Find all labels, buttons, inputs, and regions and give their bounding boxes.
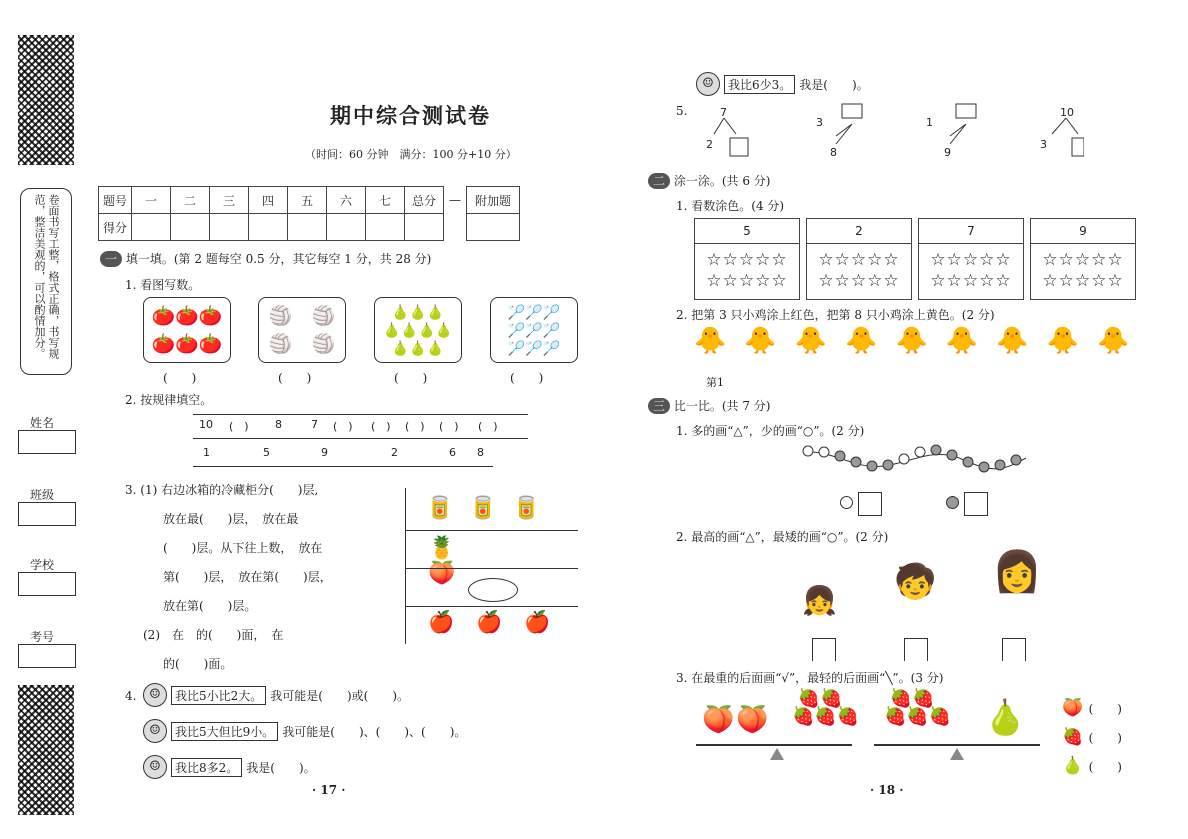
- section3-heading-row: [648, 397, 770, 414]
- q3-line: ( )层。从下往上数， 放在: [163, 541, 323, 555]
- score-col: 三: [210, 187, 249, 214]
- score-cell[interactable]: [366, 214, 405, 241]
- score-cell[interactable]: [327, 214, 366, 241]
- q4-label: 4.: [125, 689, 137, 703]
- bond-left: 3: [816, 116, 823, 129]
- q3-line: 3. (1) 右边冰箱的冷藏柜分( )层,: [125, 483, 319, 497]
- s2-q2-label: 2. 把第 3 只小鸡涂上红色，把第 8 只小鸡涂上黄色。(2 分): [676, 308, 995, 322]
- seq-cell: 8: [275, 418, 282, 431]
- q3-line: 放在第( )层。: [163, 599, 257, 613]
- bubble-row: [143, 683, 409, 707]
- score-col: 七: [366, 187, 405, 214]
- q3-blank[interactable]: ( ): [1088, 702, 1122, 716]
- pear-icon: 🍐 ( ): [1062, 756, 1122, 776]
- q1-blank[interactable]: ( ): [278, 371, 312, 385]
- decorative-pattern-top: [18, 35, 74, 165]
- sequence-mid-line: [193, 438, 528, 439]
- score-cell[interactable]: [249, 214, 288, 241]
- smiley-icon: ☺: [143, 683, 167, 707]
- strawberry-pile-icon: 🍓🍓 🍓🍓🍓: [884, 688, 952, 727]
- star-row[interactable]: ☆☆☆☆☆ ☆☆☆☆☆: [706, 250, 788, 291]
- answer-box[interactable]: [964, 492, 988, 516]
- grey-bead-icon: [946, 496, 959, 509]
- plate-icon: [468, 578, 518, 602]
- bond-3: [950, 104, 976, 144]
- field-label-id: 考号: [30, 630, 55, 644]
- bubble-row: [143, 755, 316, 779]
- apple-icon: 🍎🍎🍎: [428, 610, 573, 634]
- q1-blank[interactable]: ( ): [510, 371, 544, 385]
- peach-icon: 🍑🍑: [702, 705, 771, 735]
- scale-beam: [874, 744, 1040, 746]
- sidebar-note: 卷面书写工整，格式正确，书写规范，整洁美观的，可以酌情加分。: [33, 194, 60, 359]
- s2-q1-label: 1. 看数涂色。(4 分): [676, 199, 785, 213]
- score-col: 一: [132, 187, 171, 214]
- fridge-shelf: [406, 568, 578, 569]
- seq-blank[interactable]: ( ): [229, 420, 249, 433]
- q2-label: 2. 按规律填空。: [125, 393, 213, 407]
- seq-blank[interactable]: ( ): [439, 420, 459, 433]
- pineapple-peach-icon: 🍍🍑: [428, 536, 506, 586]
- shuttlecock-icon: 🏸🏸🏸 🏸🏸🏸 🏸🏸🏸: [507, 305, 561, 357]
- section-badge: 一: [100, 251, 122, 267]
- bond-right: 8: [830, 146, 837, 159]
- seq-blank[interactable]: ( ): [333, 420, 353, 433]
- section-badge: 三: [648, 398, 670, 414]
- section2-heading: 涂一涂。(共 6 分): [673, 174, 771, 188]
- star-number: 9: [1031, 219, 1135, 244]
- seq-blank[interactable]: ( ): [371, 420, 391, 433]
- q3-text: [125, 476, 385, 679]
- seq-cell: 8: [477, 446, 484, 459]
- q3-blank[interactable]: ( ): [1088, 760, 1122, 774]
- page-number: · 18 ·: [870, 783, 904, 797]
- score-col: 二: [171, 187, 210, 214]
- star-box: [806, 218, 912, 300]
- score-cell-extra[interactable]: [467, 214, 520, 241]
- section-badge: 二: [648, 173, 670, 189]
- speech-bubble: 我比5大但比9小。: [171, 722, 278, 741]
- bubble-answer[interactable]: 我是( )。: [246, 760, 316, 775]
- name-input[interactable]: [18, 430, 76, 454]
- section3-heading: 比一比。(共 7 分): [673, 399, 771, 413]
- seq-blank[interactable]: ( ): [478, 420, 498, 433]
- bubble-row: [143, 719, 466, 743]
- school-input[interactable]: [18, 572, 76, 596]
- score-gap: [444, 214, 467, 241]
- strawberry-pile-icon: 🍓🍓 🍓🍓🍓: [792, 688, 860, 727]
- field-label-name: 姓名: [30, 416, 55, 430]
- q3-line: 的( )面。: [163, 657, 233, 671]
- answer-box[interactable]: [904, 638, 928, 661]
- star-row[interactable]: ☆☆☆☆☆ ☆☆☆☆☆: [818, 250, 900, 291]
- section1-heading: 填一填。(第 2 题每空 0.5 分，其它每空 1 分，共 28 分): [125, 252, 432, 266]
- decorative-pattern-bottom: [18, 685, 74, 815]
- star-box: [694, 218, 800, 300]
- star-number: 7: [919, 219, 1023, 244]
- page-number: · 17 ·: [312, 783, 346, 797]
- scale-triangle-icon: [770, 748, 784, 760]
- star-row[interactable]: ☆☆☆☆☆ ☆☆☆☆☆: [1042, 250, 1124, 291]
- score-gap: —: [449, 193, 462, 207]
- star-number: 2: [807, 219, 911, 244]
- volleyball-icon: 🏐 🏐 🏐 🏐: [268, 305, 336, 355]
- bond-4: [1052, 118, 1084, 156]
- tall-girl-icon: 👩: [992, 549, 1042, 595]
- class-input[interactable]: [18, 502, 76, 526]
- bond-right: 9: [944, 146, 951, 159]
- seq-cell: 1: [203, 446, 210, 459]
- bond-2: [836, 104, 862, 144]
- short-girl-icon: 👧: [802, 584, 837, 617]
- pear-big-icon: 🍐: [984, 698, 1027, 738]
- q1-label: 1. 看图写数。: [125, 278, 201, 292]
- seq-cell: 10: [199, 418, 213, 431]
- fridge-diagram: [405, 488, 578, 644]
- bubble-answer[interactable]: 我是( )。: [799, 77, 869, 92]
- white-bead-icon: [840, 496, 853, 509]
- subtitle: （时间：60 分钟 满分：100 分+10 分）: [305, 148, 517, 161]
- q3-line: (2) 在 的( )面， 在: [143, 628, 284, 642]
- glasses-girl-icon: 🧒: [894, 562, 937, 602]
- seq-cell: 6: [449, 446, 456, 459]
- answer-box[interactable]: [1002, 638, 1026, 661]
- score-row-label: 得分: [99, 214, 132, 241]
- tomato-icon: 🍅🍅🍅 🍅🍅🍅: [151, 305, 223, 355]
- chick-icon[interactable]: 🐥🐥🐥🐥🐥🐥🐥🐥🐥: [694, 326, 1148, 356]
- sequence-top-line: [193, 414, 528, 415]
- bond-left: 2: [706, 138, 713, 151]
- smiley-icon: ☺: [143, 719, 167, 743]
- score-col: 四: [249, 187, 288, 214]
- smiley-icon: ☺: [696, 72, 720, 96]
- answer-box[interactable]: [812, 638, 836, 661]
- bead-string: [794, 440, 1034, 482]
- pear-icon: 🍐🍐🍐 🍐🍐🍐🍐 🍐🍐🍐: [383, 305, 453, 357]
- peach-icon: 🍑 ( ): [1062, 698, 1122, 718]
- score-table: [98, 186, 520, 241]
- speech-bubble: 我比6少3。: [724, 75, 795, 94]
- answer-box[interactable]: [858, 492, 882, 516]
- score-cell[interactable]: [171, 214, 210, 241]
- q3-line: 第( )层， 放在第( )层，: [163, 570, 332, 584]
- bond-left: 3: [1040, 138, 1047, 151]
- sequence-bottom-line: [193, 466, 493, 467]
- seq-blank[interactable]: ( ): [405, 420, 425, 433]
- q3-line: 放在最( )层， 放在最: [163, 512, 299, 526]
- s3-q2-label: 2. 最高的画“△”，最矮的画“○”。(2 分): [676, 530, 889, 544]
- strawberry-icon: 🍓 ( ): [1062, 727, 1122, 747]
- score-cell[interactable]: [405, 214, 444, 241]
- sidebar-note-box: [20, 188, 72, 375]
- star-row[interactable]: ☆☆☆☆☆ ☆☆☆☆☆: [930, 250, 1012, 291]
- score-header: 题号: [99, 187, 132, 214]
- field-label-class: 班级: [30, 488, 55, 502]
- smiley-icon: ☺: [143, 755, 167, 779]
- number-bonds: [684, 100, 1084, 160]
- s3-q1-label: 1. 多的画“△”，少的画“○”。(2 分): [676, 424, 865, 438]
- right-page: [594, 0, 1188, 839]
- score-col-extra: 附加题: [467, 187, 520, 214]
- speech-bubble: 我比5小比2大。: [171, 686, 266, 705]
- score-col: 六: [327, 187, 366, 214]
- tomato-box: [143, 297, 231, 363]
- speech-bubble: 我比8多2。: [171, 758, 242, 777]
- pear-box: [374, 297, 462, 363]
- first-label: 第1: [706, 376, 724, 389]
- fridge-shelf: [406, 530, 578, 531]
- seq-cell: 7: [311, 418, 318, 431]
- shuttlecock-box: [490, 297, 578, 363]
- scale-beam: [696, 744, 852, 746]
- bond-1: [714, 118, 748, 156]
- star-box: [1030, 218, 1136, 300]
- ball-box: [258, 297, 346, 363]
- q5-label: 5.: [676, 104, 688, 118]
- seq-cell: 2: [391, 446, 398, 459]
- seq-cell: 5: [263, 446, 270, 459]
- scale-triangle-icon: [950, 748, 964, 760]
- bond-top: 10: [1060, 106, 1074, 119]
- bond-left: 1: [926, 116, 933, 129]
- q1-blank[interactable]: ( ): [394, 371, 428, 385]
- q1-blank[interactable]: ( ): [163, 371, 197, 385]
- can-icon: 🥫🥫🥫: [426, 496, 557, 521]
- score-col: 总分: [405, 187, 444, 214]
- bond-top: 7: [720, 106, 727, 119]
- bubble-answer[interactable]: 我可能是( )、( )、( )。: [282, 724, 467, 739]
- number-sequence: [193, 414, 528, 468]
- score-col: 五: [288, 187, 327, 214]
- score-cell[interactable]: [288, 214, 327, 241]
- section2-heading-row: [648, 172, 770, 189]
- score-cell[interactable]: [210, 214, 249, 241]
- seq-cell: 9: [321, 446, 328, 459]
- bubble-answer[interactable]: 我可能是( )或( )。: [270, 688, 410, 703]
- page-title: 期中综合测试卷: [330, 103, 491, 128]
- star-number: 5: [695, 219, 799, 244]
- q3-blank[interactable]: ( ): [1088, 731, 1122, 745]
- star-box: [918, 218, 1024, 300]
- score-cell[interactable]: [132, 214, 171, 241]
- s3-q3-label: 3. 在最重的后面画“√”，最轻的后面画“╲”。(3 分): [676, 671, 944, 685]
- section1-heading-row: [100, 250, 431, 267]
- fridge-shelf: [406, 606, 578, 607]
- exam-id-input[interactable]: [18, 644, 76, 668]
- field-label-school: 学校: [30, 558, 55, 572]
- fruit-legend: [1062, 694, 1122, 781]
- bubble-row: [696, 72, 869, 96]
